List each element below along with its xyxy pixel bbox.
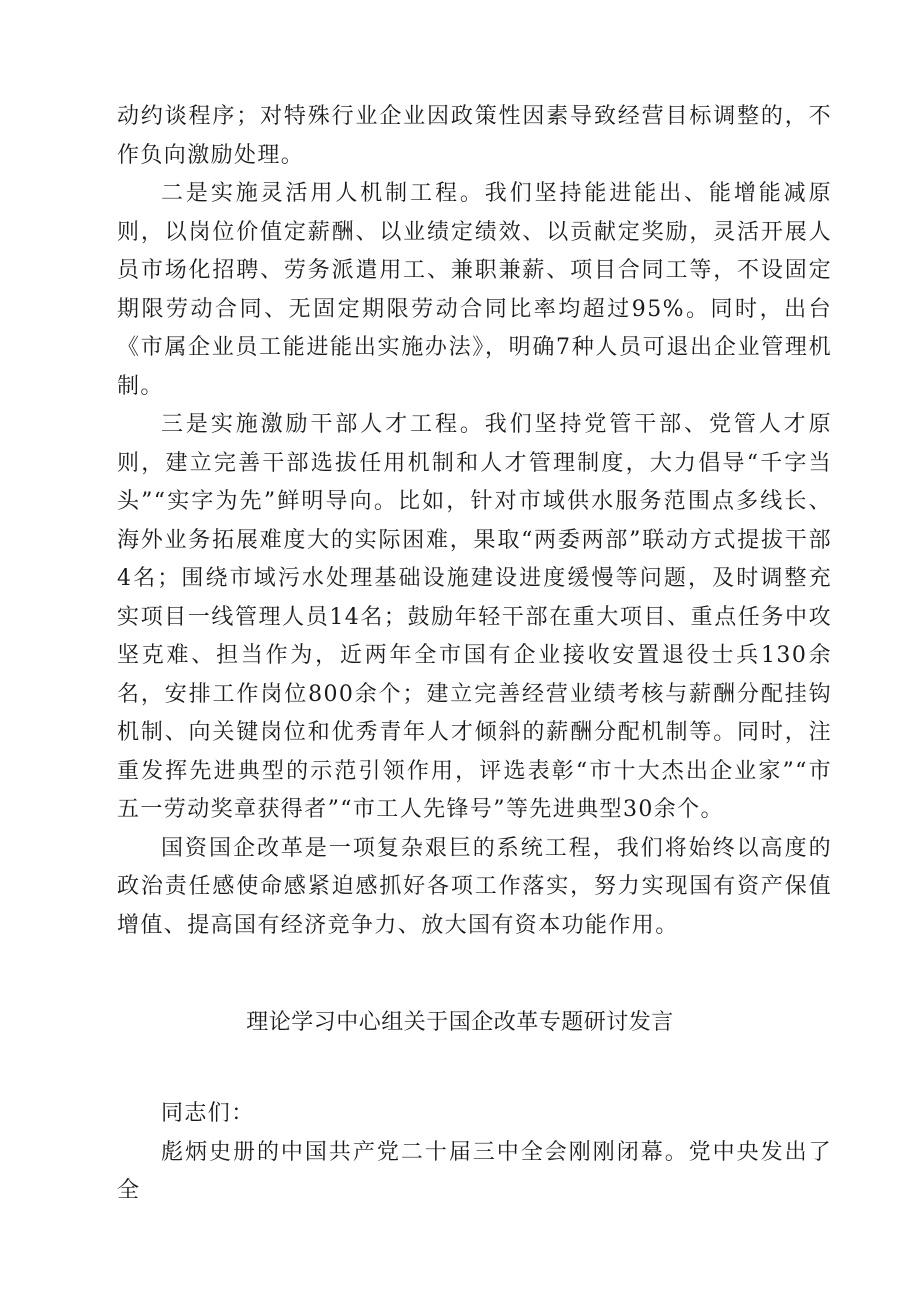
paragraph-continuation: 动约谈程序；对特殊行业企业因政策性因素导致经营目标调整的，不作负向激励处理。 xyxy=(117,104,832,168)
new-speech-body xyxy=(117,1095,832,1211)
article-body-continued xyxy=(117,98,832,945)
paragraph-opening: 彪炳史册的中国共产党二十届三中全会刚刚闭幕。党中央发出了全 xyxy=(117,1139,832,1203)
paragraph-flexible-employment: 二是实施灵活用人机制工程。我们坚持能进能出、能增能减原则，以岗位价值定薪酬、以业绩定绩效、以贡献定奖励，灵活开展人员市场化招聘、劳务派遣用工、兼职兼薪、项目合同工等，不设固定期限劳动合同、无固定期限劳动合同比率均超过95%。同时，出台《市属企业员工能进能出实施办法》，明确7种人员可退出企业管理机制。 xyxy=(117,181,832,399)
document-title: 理论学习中心组关于国企改革专题研讨发言 xyxy=(246,1010,674,1035)
paragraph-conclusion: 国资国企改革是一项复杂艰巨的系统工程，我们将始终以高度的政治责任感使命感紧迫感抓好各项工作落实，努力实现国有资产保值增值、提高国有经济竞争力、放大国有资本功能作用。 xyxy=(117,835,832,938)
paragraph-cadre-talent-incentive: 三是实施激励干部人才工程。我们坚持党管干部、党管人才原则，建立完善干部选拔任用机制和人才管理制度，大力倡导“千字当头”“实字为先”鲜明导向。比如，针对市域供水服务范围点多线长、海外业务拓展难度大的实际困难，果取“两委两部”联动方式提拔干部4名；围绕市域污水处理基础设施建设进度缓慢等问题，及时调整充实项目一线管理人员14名；鼓励年轻干部在重大项目、重点任务中攻坚克难、担当作为，近两年全市国有企业接收安置退役士兵130余名，安排工作岗位800余个；建立完善经营业绩考核与薪酬分配挂钩机制、向关键岗位和优秀青年人才倾斜的薪酬分配机制等。同时，注重发挥先进典型的示范引领作用，评选表彰“市十大杰出企业家”“市五一劳动奖章获得者”“市工人先锋号”等先进典型30余个。 xyxy=(117,412,832,822)
salutation: 同志们： xyxy=(161,1101,255,1126)
